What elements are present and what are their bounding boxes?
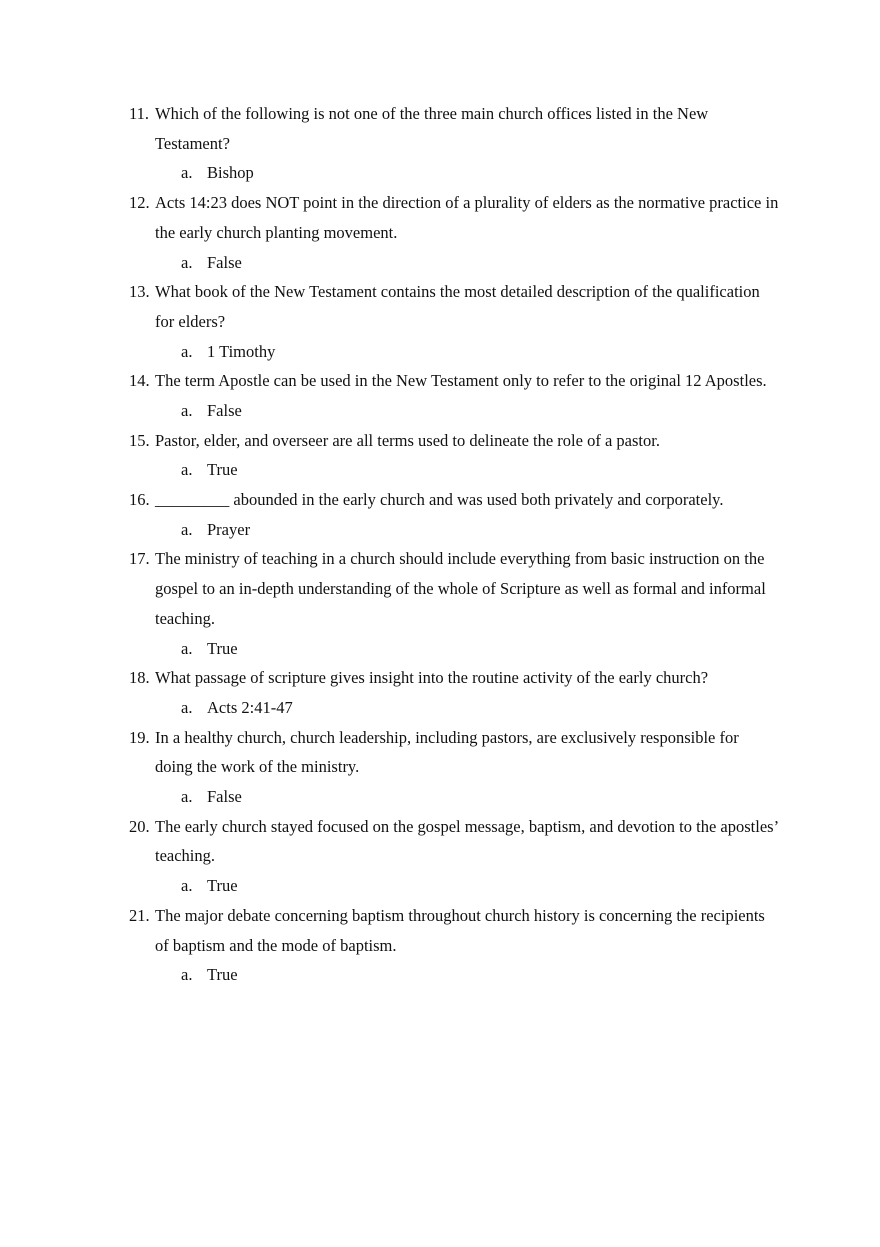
question-number: 15.: [129, 430, 150, 450]
question-text: The ministry of teaching in a church should include everything from basic instruction on the gospel to an in-depth understanding of the whole of Scripture as well as formal and informal teaching.: [155, 549, 766, 628]
question-row: [129, 188, 779, 247]
question-item: [129, 901, 779, 990]
question-row: [129, 366, 779, 396]
question-item: [129, 426, 779, 485]
question-item: [129, 277, 779, 366]
question-row: [129, 277, 779, 336]
answer-letter: a.: [181, 876, 193, 896]
question-list: [129, 99, 779, 990]
answer-text: 1 Timothy: [207, 341, 276, 361]
question-number: 14.: [129, 371, 150, 391]
answer-letter: a.: [181, 252, 193, 272]
answer-row: [129, 396, 779, 426]
answer-letter: a.: [181, 638, 193, 658]
question-number: 20.: [129, 816, 150, 836]
question-item: [129, 723, 779, 812]
answer-text: Bishop: [207, 163, 254, 183]
question-number: 12.: [129, 193, 150, 213]
answer-letter: a.: [181, 460, 193, 480]
question-text: What passage of scripture gives insight into the routine activity of the early church?: [155, 668, 709, 688]
question-row: [129, 485, 779, 515]
answer-text: False: [207, 400, 242, 420]
question-row: [129, 663, 779, 693]
question-text: In a healthy church, church leadership, including pastors, are exclusively responsible for doing the work of the ministry.: [155, 727, 739, 777]
answer-text: False: [207, 787, 242, 807]
answer-row: [129, 693, 779, 723]
question-item: [129, 812, 779, 901]
question-item: [129, 99, 779, 188]
answer-row: [129, 960, 779, 990]
answer-row: [129, 634, 779, 664]
answer-text: True: [207, 965, 238, 985]
question-row: [129, 901, 779, 960]
answer-text: True: [207, 638, 238, 658]
answer-text: True: [207, 460, 238, 480]
question-item: [129, 485, 779, 544]
answer-row: [129, 337, 779, 367]
question-text: Pastor, elder, and overseer are all terms used to delineate the role of a pastor.: [155, 430, 660, 450]
question-item: [129, 366, 779, 425]
answer-letter: a.: [181, 787, 193, 807]
answer-letter: a.: [181, 163, 193, 183]
answer-row: [129, 248, 779, 278]
answer-text: Prayer: [207, 519, 251, 539]
answer-row: [129, 515, 779, 545]
question-item: [129, 188, 779, 277]
question-text: What book of the New Testament contains the most detailed description of the qualification for elders?: [155, 282, 760, 331]
answer-row: [129, 455, 779, 485]
question-number: 17.: [129, 549, 150, 569]
question-row: [129, 99, 779, 158]
question-text: The early church stayed focused on the gospel message, baptism, and devotion to the apostles’ teaching.: [155, 816, 778, 866]
question-text: Acts 14:23 does NOT point in the direction of a plurality of elders as the normative practice in the early church planting movement.: [155, 193, 779, 242]
question-text: The term Apostle can be used in the New Testament only to refer to the original 12 Apostles.: [155, 371, 767, 391]
answer-letter: a.: [181, 965, 193, 985]
answer-row: [129, 782, 779, 812]
question-item: [129, 544, 779, 663]
question-text: _________ abounded in the early church and was used both privately and corporately.: [155, 490, 724, 510]
answer-text: True: [207, 876, 238, 896]
question-row: [129, 426, 779, 456]
answer-row: [129, 158, 779, 188]
question-row: [129, 812, 779, 871]
question-item: [129, 663, 779, 722]
question-number: 11.: [129, 104, 150, 123]
answer-letter: a.: [181, 341, 193, 361]
question-text: Which of the following is not one of the three main church offices listed in the New Testament?: [155, 104, 709, 153]
question-row: [129, 723, 779, 782]
answer-letter: a.: [181, 400, 193, 420]
answer-row: [129, 871, 779, 901]
answer-text: False: [207, 252, 242, 272]
question-number: 13.: [129, 282, 150, 302]
answer-text: Acts 2:41-47: [207, 697, 293, 717]
question-number: 16.: [129, 490, 150, 510]
question-row: [129, 544, 779, 633]
question-number: 19.: [129, 727, 150, 747]
answer-letter: a.: [181, 519, 193, 539]
question-number: 18.: [129, 668, 150, 688]
question-text: The major debate concerning baptism throughout church history is concerning the recipients of baptism and the mode of baptism.: [155, 905, 765, 955]
question-number: 21.: [129, 905, 150, 925]
answer-letter: a.: [181, 697, 193, 717]
